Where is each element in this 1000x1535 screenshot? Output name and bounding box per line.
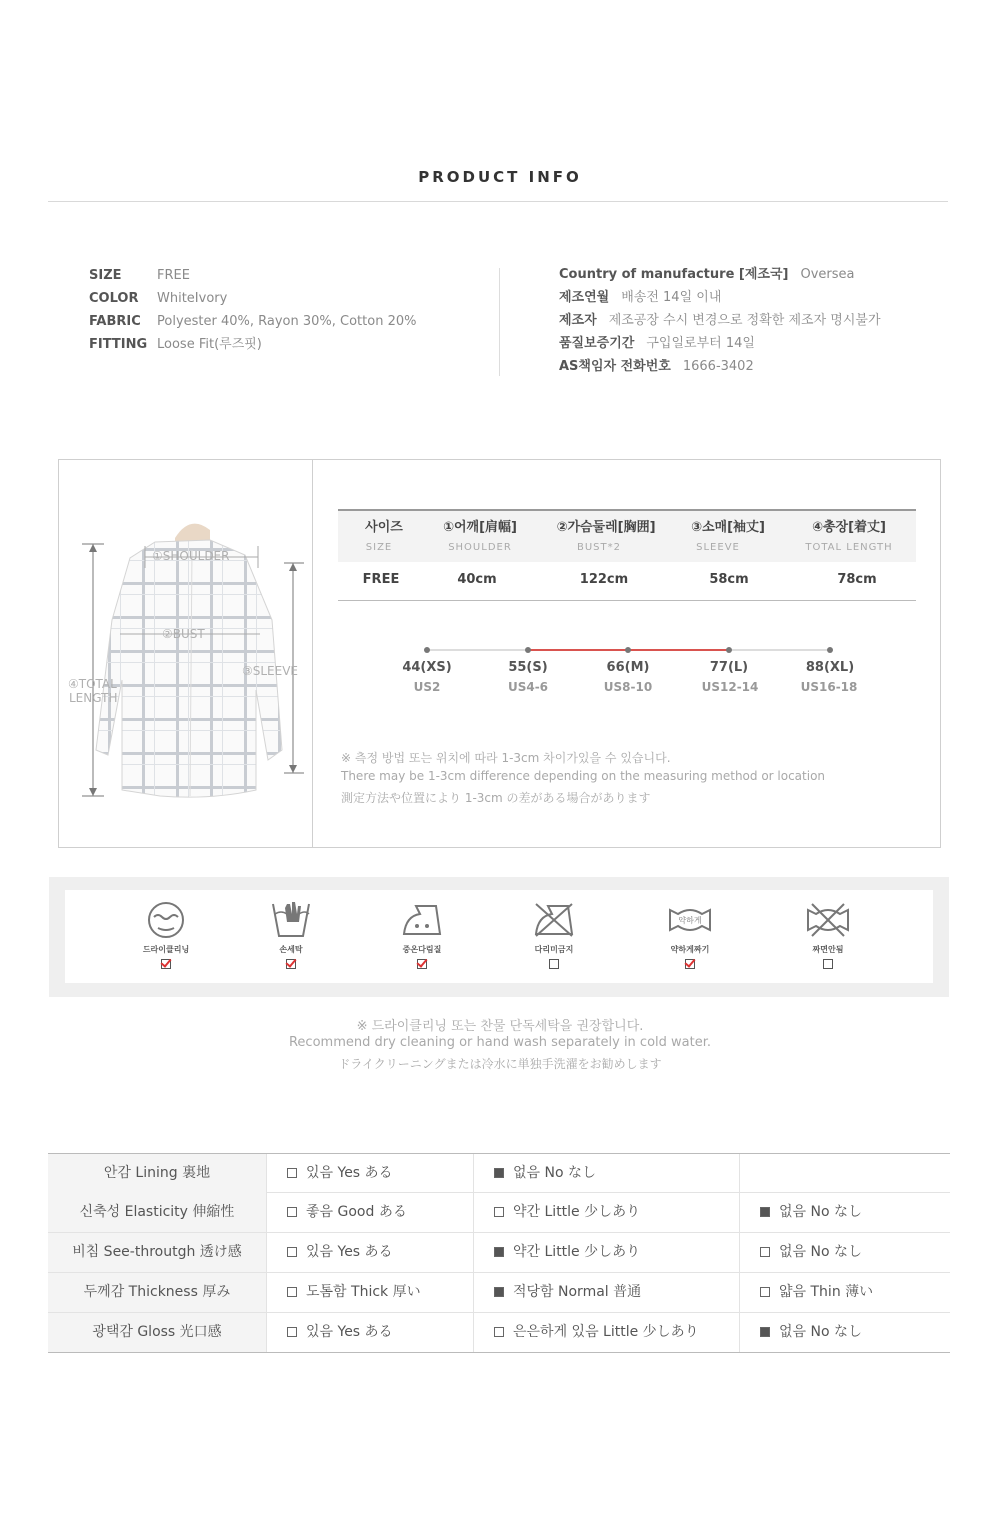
- info-row-fitting: [89, 337, 416, 360]
- option-checkbox: [287, 1287, 297, 1297]
- td-total-length: 78cm: [837, 572, 877, 587]
- wash-checkbox: [161, 959, 171, 969]
- option-checkbox: [287, 1247, 297, 1257]
- option-text: 약간 Little 少しあり: [513, 1204, 641, 1220]
- wash-label: 드라이클리닝: [142, 945, 190, 954]
- feature-row-see-through: [48, 1233, 950, 1273]
- option-checkbox: [494, 1207, 504, 1217]
- feature-option: [287, 1273, 421, 1312]
- feature-option: [494, 1193, 640, 1232]
- info-label: AS책임자 전화번호: [559, 359, 671, 374]
- info-value: 배송전 14일 이내: [621, 290, 722, 305]
- feature-option: [760, 1233, 862, 1272]
- info-value: Polyester 40%, Rayon 30%, Cotton 20%: [157, 314, 417, 329]
- th-size: 사이즈: [365, 520, 403, 535]
- scale-us-s: US4-6: [507, 680, 549, 694]
- wash-note-jp: ドライクリーニングまたは冷水に単独手洗濯をお勧めします: [338, 1057, 662, 1071]
- cell-divider: [266, 1313, 267, 1352]
- option-text: 없음 No なし: [513, 1165, 596, 1181]
- option-text: 없음 No なし: [779, 1204, 862, 1220]
- gentle-wring-icon-text: 약하게: [678, 916, 702, 925]
- option-checkbox: [287, 1207, 297, 1217]
- wash-label: 짜면안됨: [812, 945, 844, 954]
- option-text: 은은하게 있음 Little 少しあり: [513, 1324, 699, 1340]
- cell-divider: [473, 1273, 474, 1312]
- option-text: 약간 Little 少しあり: [513, 1244, 641, 1260]
- cell-divider: [473, 1154, 474, 1193]
- th-sleeve-sub: SLEEVE: [696, 542, 740, 553]
- info-value: Loose Fit(루즈핏): [157, 337, 262, 352]
- wash-item-no-wring: [788, 900, 868, 969]
- wash-label: 중온다림질: [402, 945, 442, 954]
- scale-us-l: US12-14: [701, 680, 759, 694]
- scale-dot: [525, 647, 531, 653]
- wash-label: 다리미금지: [534, 945, 574, 954]
- option-checkbox: [760, 1207, 770, 1217]
- info-row-warranty: [559, 336, 881, 359]
- size-box-divider: [312, 460, 313, 847]
- option-checkbox: [494, 1168, 504, 1178]
- cell-divider: [739, 1193, 740, 1232]
- scale-dot: [424, 647, 430, 653]
- scale-us-xs: US2: [413, 680, 441, 694]
- td-sleeve: 58cm: [709, 572, 749, 587]
- no-wring-icon: [806, 900, 850, 940]
- info-label: COLOR: [89, 291, 139, 306]
- scale-size-s: 55(S): [508, 660, 548, 675]
- hand-wash-icon: [269, 900, 313, 940]
- th-total-length-sub: TOTAL LENGTH: [805, 542, 893, 553]
- th-sleeve: ③소매[袖丈]: [690, 520, 765, 535]
- feature-table: [48, 1153, 950, 1353]
- feature-option: [760, 1273, 873, 1312]
- wash-item-gentle-wring: [650, 900, 730, 969]
- scale-size-l: 77(L): [709, 660, 749, 675]
- info-row-manufacture-date: [559, 290, 881, 313]
- cell-divider: [739, 1273, 740, 1312]
- info-label: Country of manufacture [제조국]: [559, 267, 789, 282]
- option-checkbox: [287, 1168, 297, 1178]
- th-bust-sub: BUST*2: [577, 542, 621, 553]
- cell-divider: [739, 1233, 740, 1272]
- wash-checkbox: [823, 959, 833, 969]
- feature-row-gloss: [48, 1313, 950, 1353]
- iron-medium-icon: [400, 900, 444, 940]
- total-length-label-1: ④TOTAL: [68, 677, 117, 691]
- option-text: 도톰함 Thick 厚い: [306, 1284, 421, 1300]
- no-iron-icon: [532, 900, 576, 940]
- option-text: 없음 No なし: [779, 1324, 862, 1340]
- th-total-length: ④총장[着丈]: [811, 520, 886, 535]
- scale-size-xl: 88(XL): [805, 660, 855, 675]
- td-shoulder: 40cm: [457, 572, 497, 587]
- info-label: 제조자: [559, 313, 597, 328]
- feature-label: 안감 Lining 裏地: [48, 1154, 266, 1193]
- page-title: PRODUCT INFO: [418, 168, 582, 186]
- info-label: SIZE: [89, 268, 122, 283]
- wash-checkbox: [549, 959, 559, 969]
- size-table-divider: [338, 600, 916, 601]
- cell-divider: [739, 1154, 740, 1193]
- option-text: 없음 No なし: [779, 1244, 862, 1260]
- scale-dot: [827, 647, 833, 653]
- wash-note-kr: ※ 드라이클리닝 또는 찬물 단독세탁을 권장합니다.: [356, 1019, 644, 1034]
- option-text: 얇음 Thin 薄い: [779, 1284, 874, 1300]
- feature-option: [287, 1313, 393, 1352]
- scale-us-m: US8-10: [603, 680, 653, 694]
- cell-divider: [266, 1273, 267, 1312]
- feature-option: [287, 1233, 393, 1272]
- info-value: 1666-3402: [682, 359, 754, 374]
- feature-option: [760, 1193, 862, 1232]
- info-row-manufacturer: [559, 313, 881, 336]
- feature-label: 광택감 Gloss 光口感: [48, 1313, 266, 1352]
- cell-divider: [266, 1154, 267, 1193]
- bust-label: ②BUST: [162, 627, 205, 641]
- info-row-fabric: [89, 314, 416, 337]
- scale-size-xs: 44(XS): [402, 660, 452, 675]
- td-size: FREE: [362, 572, 400, 587]
- wash-item-dry-clean: [126, 900, 206, 969]
- measure-note-en: There may be 1-3cm difference depending on the measuring method or location: [341, 769, 826, 783]
- feature-label: 신축성 Elasticity 伸縮性: [48, 1193, 266, 1232]
- info-value: 구입일로부터 14일: [646, 336, 755, 351]
- option-text: 있음 Yes ある: [306, 1244, 393, 1260]
- wash-item-iron-medium: [382, 900, 462, 969]
- title-divider: [48, 201, 948, 202]
- info-row-size: [89, 268, 416, 291]
- wash-checkbox: [685, 959, 695, 969]
- size-scale-track: [400, 640, 860, 660]
- dry-clean-icon: [144, 900, 188, 940]
- option-checkbox: [760, 1287, 770, 1297]
- total-length-label-2: LENGTH: [69, 691, 118, 705]
- info-label: 제조연월: [559, 290, 610, 305]
- option-checkbox: [760, 1327, 770, 1337]
- info-value: FREE: [157, 268, 190, 283]
- option-text: 있음 Yes ある: [306, 1165, 393, 1181]
- cell-divider: [739, 1313, 740, 1352]
- shoulder-label: ①SHOULDER: [152, 549, 230, 563]
- feature-label: 비침 See-throutgh 透け感: [48, 1233, 266, 1272]
- option-checkbox: [494, 1287, 504, 1297]
- info-value: Oversea: [800, 267, 855, 282]
- option-text: 적당함 Normal 普通: [513, 1284, 642, 1300]
- cell-divider: [473, 1233, 474, 1272]
- cell-divider: [473, 1313, 474, 1352]
- option-checkbox: [287, 1327, 297, 1337]
- info-value: 제조공장 수시 변경으로 정확한 제조자 명시불가: [608, 313, 881, 328]
- info-row-country: [559, 267, 881, 290]
- wash-label: 손세탁: [279, 945, 303, 954]
- cell-divider: [473, 1193, 474, 1232]
- th-shoulder-sub: SHOULDER: [448, 542, 512, 553]
- info-row-as-phone: [559, 359, 881, 382]
- scale-dot: [625, 647, 631, 653]
- feature-row-elasticity: [48, 1193, 950, 1233]
- wash-note-en: Recommend dry cleaning or hand wash separately in cold water.: [288, 1035, 711, 1050]
- feature-option: [494, 1233, 640, 1272]
- feature-option: [494, 1154, 596, 1193]
- option-text: 있음 Yes ある: [306, 1324, 393, 1340]
- feature-row-thickness: [48, 1273, 950, 1313]
- wash-item-no-iron: [514, 900, 594, 969]
- th-size-sub: SIZE: [365, 542, 393, 553]
- option-text: 좋음 Good ある: [306, 1204, 407, 1220]
- wash-checkbox: [286, 959, 296, 969]
- info-label: FITTING: [89, 337, 148, 352]
- info-left-list: [89, 268, 416, 360]
- feature-option: [287, 1193, 407, 1232]
- option-checkbox: [494, 1327, 504, 1337]
- option-checkbox: [494, 1247, 504, 1257]
- shirt-image: [60, 500, 310, 820]
- info-label: FABRIC: [89, 314, 141, 329]
- info-value: WhiteIvory: [157, 291, 228, 306]
- feature-option: [760, 1313, 862, 1352]
- feature-option: [494, 1313, 699, 1352]
- feature-option: [287, 1154, 393, 1193]
- option-checkbox: [760, 1247, 770, 1257]
- gentle-wring-icon: [668, 900, 712, 940]
- cell-divider: [266, 1193, 267, 1232]
- sleeve-label: ③SLEEVE: [242, 664, 299, 678]
- feature-label: 두께감 Thickness 厚み: [48, 1273, 266, 1312]
- measure-note-kr: ※ 측정 방법 또는 위치에 따라 1-3cm 차이가있을 수 있습니다.: [341, 751, 671, 765]
- scale-dot: [726, 647, 732, 653]
- shirt-illustration: [60, 500, 310, 820]
- info-divider: [499, 268, 500, 376]
- wash-checkbox: [417, 959, 427, 969]
- th-bust: ②가슴둘레[胸囲]: [556, 520, 656, 535]
- wash-label: 약하게짜기: [670, 945, 710, 954]
- info-label: 품질보증기간: [559, 336, 635, 351]
- feature-row-lining: [48, 1153, 950, 1193]
- cell-divider: [266, 1233, 267, 1272]
- measure-note-jp: 測定方法や位置により 1-3cm の差がある場合があります: [341, 791, 651, 805]
- scale-us-xl: US16-18: [800, 680, 858, 694]
- info-right-list: [559, 267, 881, 382]
- td-bust: 122cm: [579, 572, 629, 587]
- info-row-color: [89, 291, 416, 314]
- th-shoulder: ①어깨[肩幅]: [442, 520, 517, 535]
- scale-size-m: 66(M): [606, 660, 650, 675]
- wash-item-hand-wash: [251, 900, 331, 969]
- feature-option: [494, 1273, 641, 1312]
